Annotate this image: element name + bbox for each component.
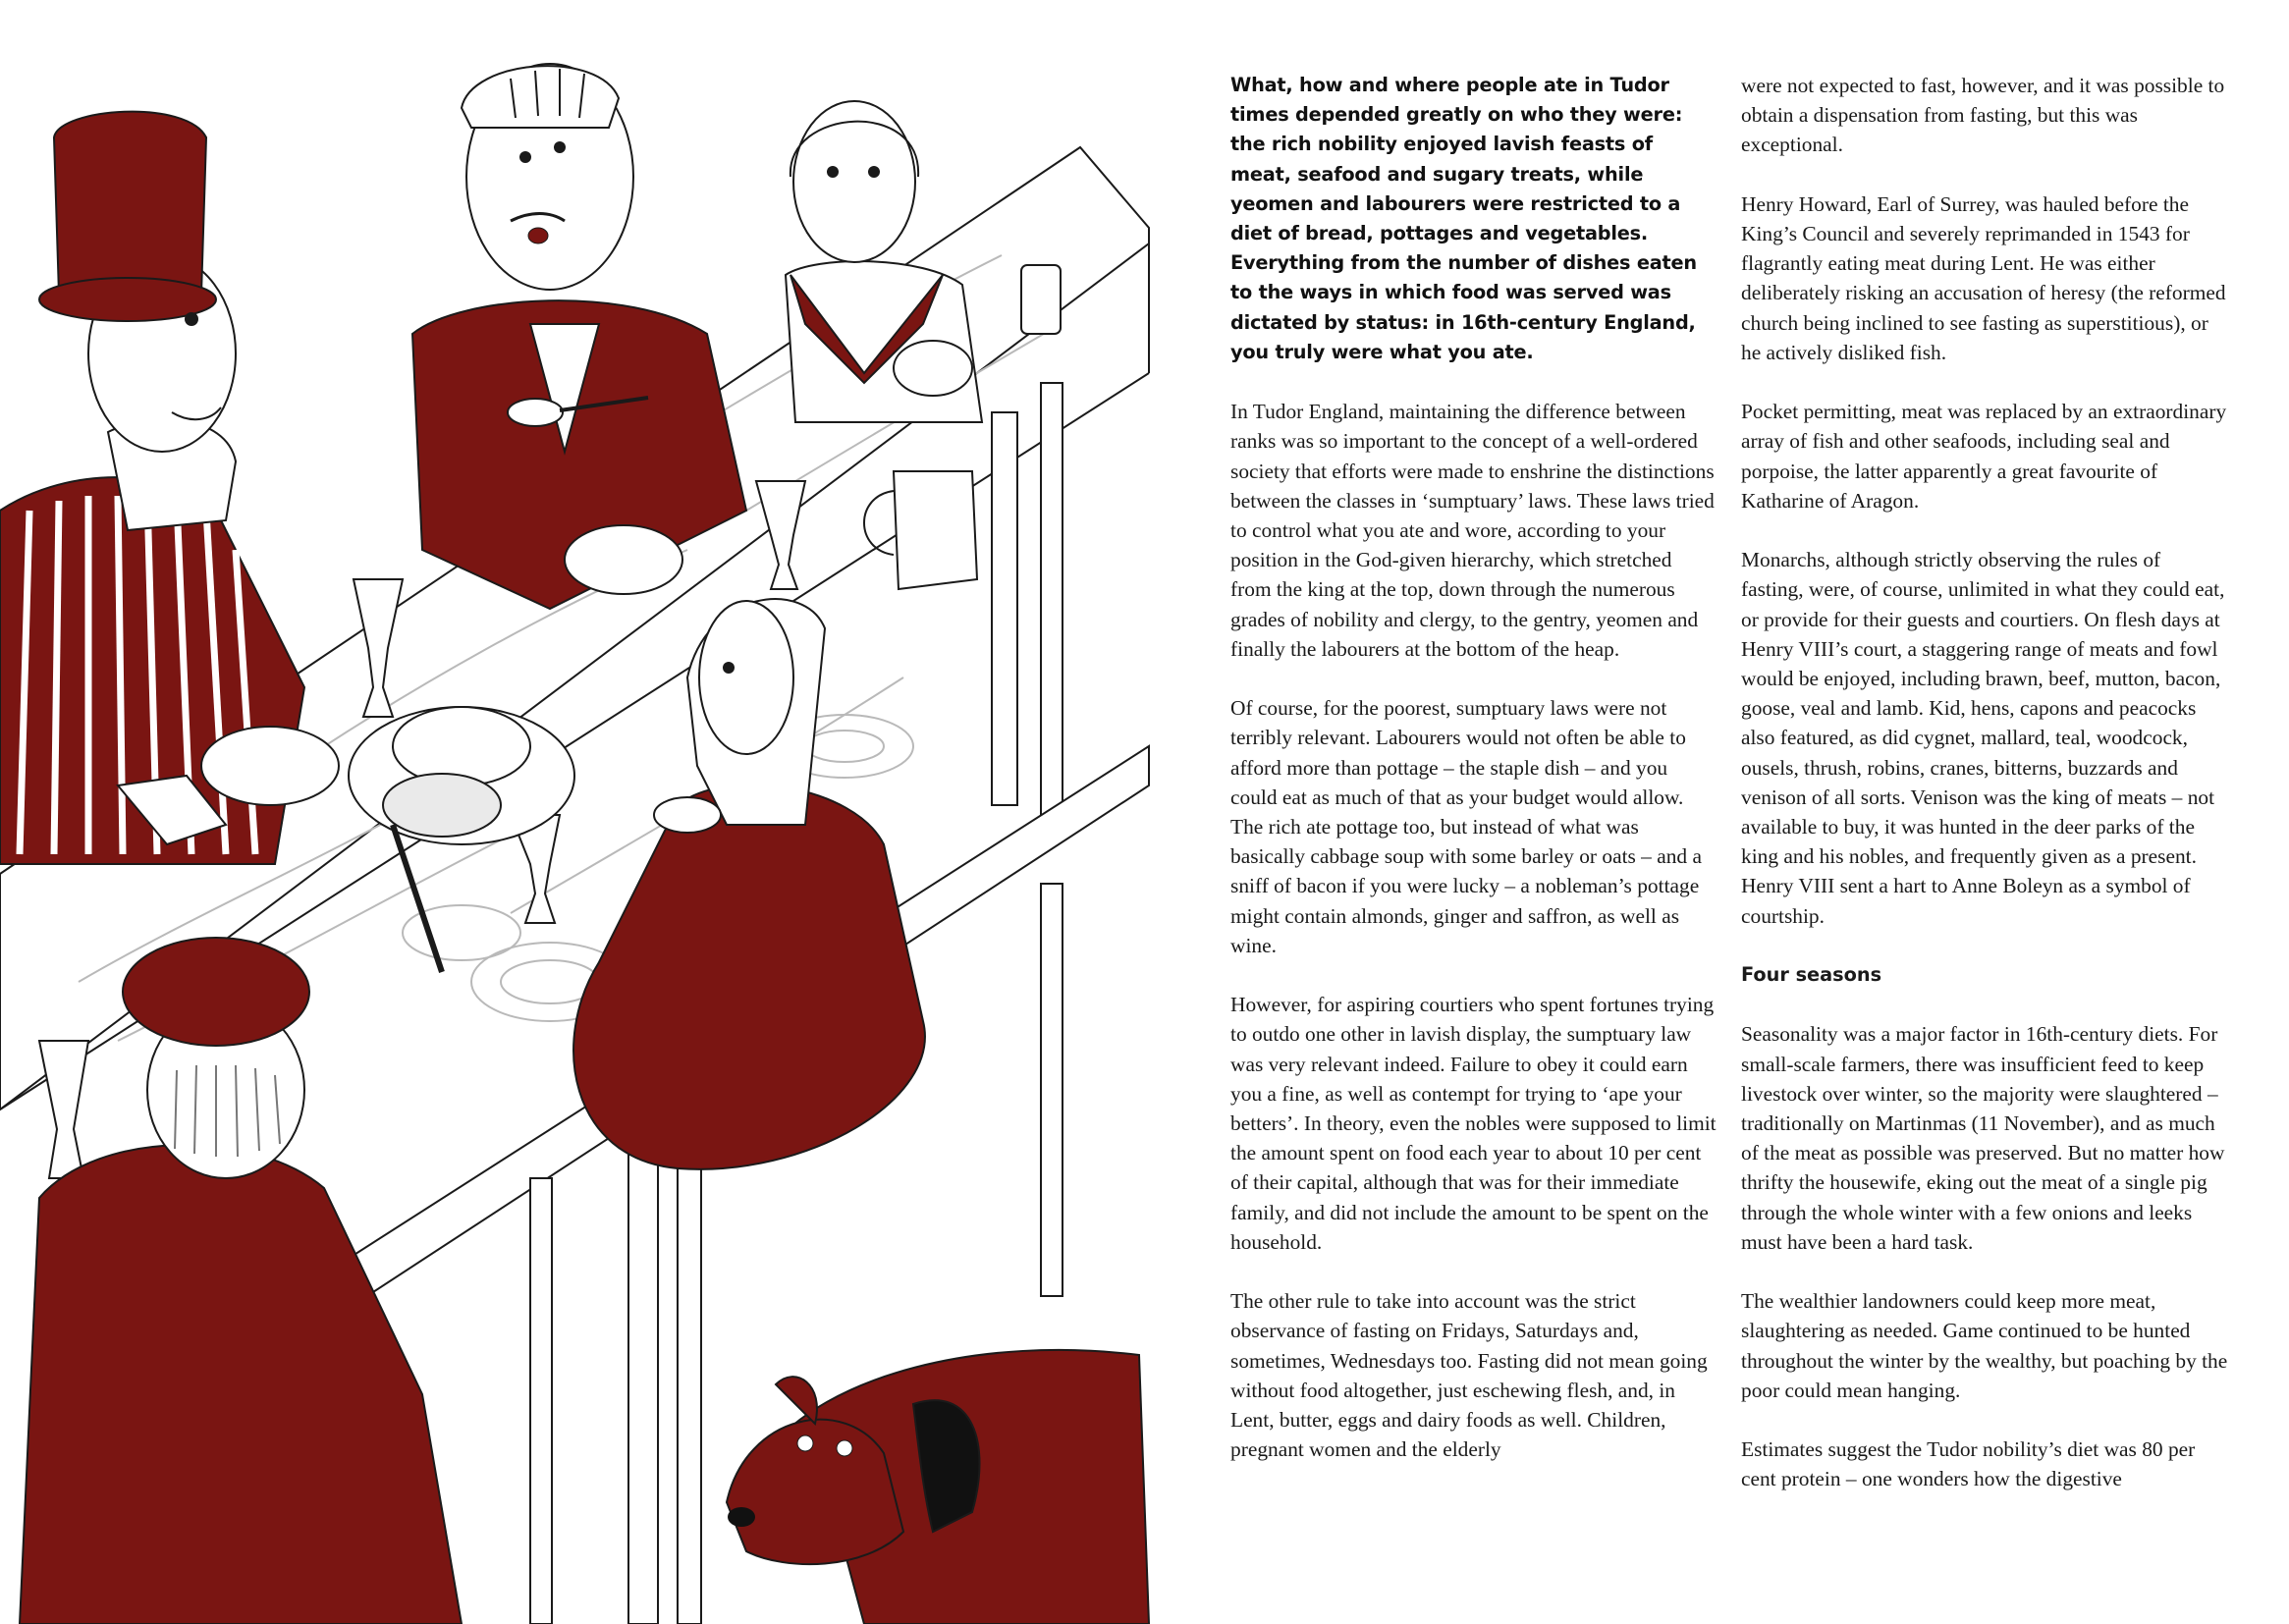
spoon-icon — [508, 399, 563, 426]
dog — [727, 1350, 1149, 1624]
body-paragraph: The other rule to take into account was the strict observance of fasting on Fridays, Saturdays and, sometimes, Wednesdays too. Fasting did not mean going without food altogether, just eschewing flesh, and, in Lent, butter, eggs and dairy foods as well. Children, pregnant women and the elderly — [1230, 1289, 1708, 1462]
body-paragraph: Estimates suggest the Tudor nobility’s diet was 80 per cent protein – one wonders how the digestive — [1741, 1437, 2196, 1491]
man-with-spoon — [412, 64, 746, 609]
bowl-icon — [894, 341, 972, 396]
intro-paragraph: What, how and where people ate in Tudor times depended greatly on who they were: the rich nobility enjoyed lavish feasts of meat, seafood and sugary treats, while yeomen and labourers were restricted to a diet of bread, pottages and vegetables. Everything from the number of dishes eaten to the ways in which food was served was dictated by status: in 16th-century England, you truly were what you ate. — [1230, 74, 1697, 363]
body-paragraph: The wealthier landowners could keep more meat, slaughtering as needed. Game continued to be hunted throughout the winter by the wealthy, but poaching by the poor could mean hanging. — [1741, 1289, 2228, 1402]
body-paragraph: Of course, for the poorest, sumptuary laws were not terribly relevant. Labourers would not often be able to afford more than pottage – the staple dish – and you could eat as much of that as your budget would allow. The rich ate pottage too, but instead of what was basically cabbage soup with some barley or oats – and a sniff of bacon if you were lucky – a nobleman’s pottage might contain almonds, ginger and saffron, as well as wine. — [1230, 696, 1702, 957]
woman-red-dress — [573, 599, 925, 1169]
goblet-icon — [39, 1041, 88, 1178]
cup-icon — [1021, 265, 1061, 334]
head-woman-top — [793, 101, 915, 262]
body-paragraph: were not expected to fast, however, and it was possible to obtain a dispensation from fasting, but this was exceptional. — [1741, 74, 2225, 157]
body-paragraph: Pocket permitting, meat was replaced by an extraordinary array of fish and other seafoods, including seal and porpoise, the latter apparently a great favourite of Katharine of Aragon. — [1741, 400, 2227, 513]
body-paragraph: Henry Howard, Earl of Surrey, was hauled before the King’s Council and severely reprimanded in 1543 for flagrantly eating meat during Lent. He was either deliberately risking an accusation of heresy (the reformed church being inclined to see fasting as superstitious), or he actively disliked fish. — [1741, 191, 2226, 364]
body-paragraph: Seasonality was a major factor in 16th-century diets. For small-scale farmers, there was insufficient feed to keep livestock over winter, so the majority were slaughtered – traditionally on Martinmas (11 November), and as much of the meat as possible was preserved. But no matter how thrifty the housewife, eking out the meat of a single pig through the whole winter with a few onions and leeks must have been a hard task. — [1741, 1022, 2225, 1254]
section-heading: Four seasons — [1741, 963, 1882, 987]
bowl-icon — [565, 525, 682, 594]
bowl-icon — [654, 797, 721, 833]
bowl-icon — [201, 727, 339, 805]
jug-icon — [894, 471, 977, 589]
body-paragraph: However, for aspiring courtiers who spent fortunes trying to outdo one other in lavish display, the sumptuary law was very relevant indeed. Failure to obey it could earn you a fine, as well as contempt for trying to ‘ape your betters’. In theory, even the nobles were supposed to limit the amount spent on food each year to about 10 per cent of their capital, although that was for their immediate family, and did not include the amount to be spent on the household. — [1230, 993, 1717, 1254]
text-column-left — [1230, 71, 1717, 1494]
head-woman-seated — [699, 601, 793, 754]
text-column-right — [1741, 71, 2228, 1524]
body-paragraph: In Tudor England, maintaining the difference between ranks was so important to the concept of a well-ordered society that efforts were made to enshrine the distinctions between the classes in ‘sumptuary’ laws. These laws tried to control what you ate and wore, according to your position in the God-given hierarchy, which stretched from the king at the top, down through the numerous grades of nobility and clergy, to the gentry, yeomen and finally the labourers at the bottom of the heap. — [1230, 400, 1715, 661]
body-paragraph: Monarchs, although strictly observing the rules of fasting, were, of course, unlimited in what they could eat, or provide for their guests and courtiers. On flesh days at Henry VIII’s court, a staggering range of meats and fowl would be enjoyed, including brawn, beef, mutton, bacon, goose, veal and lamb. Kid, hens, capons and peacocks also featured, as did cygnet, mallard, teal, woodcock, ousels, thrush, robins, cranes, bitterns, buzzards and venison of all sorts. Venison was the king of meats – not available to buy, it was hunted in the deer parks of the king and his nobles, and frequently given as a present. Henry VIII sent a hart to Anne Boleyn as a symbol of courtship. — [1741, 548, 2225, 928]
